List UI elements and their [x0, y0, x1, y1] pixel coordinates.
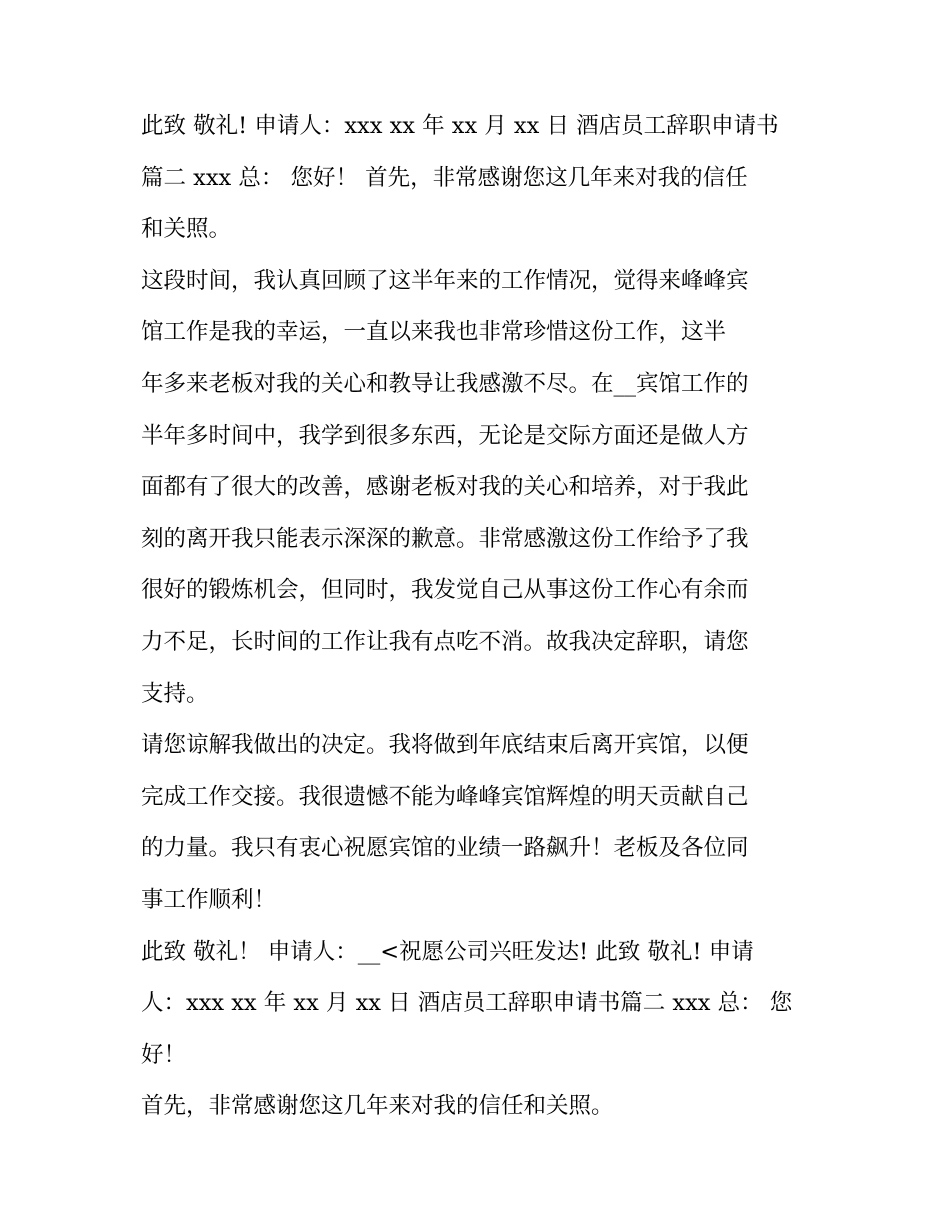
paragraph-2 — [141, 256, 811, 720]
text-line: 和关照。 — [141, 216, 232, 243]
text-line: 完成工作交接。我很遗憾不能为峰峰宾馆辉煌的明天贡献自己 — [141, 783, 749, 810]
text-line: 的力量。我只有衷心祝愿宾馆的业绩一路飙升！老板及各位同 — [141, 835, 749, 862]
text-line: 馆工作是我的幸运，一直以来我也非常珍惜这份工作，这半 — [141, 319, 727, 346]
text-line: 此致 敬礼！ 申请人：__<祝愿公司兴旺发达! 此致 敬礼! 申请 — [141, 938, 754, 965]
text-line: 篇二 xxx 总： 您好！ 首先，非常感谢您这几年来对我的信任 — [141, 164, 748, 191]
text-line: 此致 敬礼! 申请人：xxx xx 年 xx 月 xx 日 酒店员工辞职申请书 — [141, 113, 779, 139]
text-line: 很好的锻炼机会，但同时，我发觉自己从事这份工作心有余而 — [141, 577, 749, 604]
text-line: 这段时间，我认真回顾了这半年来的工作情况，觉得来峰峰宾 — [141, 267, 749, 294]
text-line: 人：xxx xx 年 xx 月 xx 日 酒店员工辞职申请书篇二 xxx 总： 您 — [141, 990, 793, 1017]
text-line: 支持。 — [141, 680, 209, 707]
text-line: 力不足，长时间的工作让我有点吃不消。故我决定辞职，请您 — [141, 628, 749, 655]
text-line: 请您谅解我做出的决定。我将做到年底结束后离开宾馆，以便 — [141, 732, 749, 759]
text-line: 半年多时间中，我学到很多东西，无论是交际方面还是做人方 — [141, 422, 749, 449]
document-body — [141, 101, 811, 1133]
paragraph-1 — [141, 101, 811, 256]
text-line: 年多来老板对我的关心和教导让我感激不尽。在__宾馆工作的 — [141, 370, 749, 397]
text-line: 事工作顺利！ — [141, 886, 277, 913]
text-line: 面都有了很大的改善，感谢老板对我的关心和培养，对于我此 — [141, 474, 749, 501]
text-line: 首先，非常感谢您这几年来对我的信任和关照。 — [141, 1093, 614, 1120]
text-line: 刻的离开我只能表示深深的歉意。非常感激这份工作给予了我 — [141, 525, 749, 552]
paragraph-4 — [141, 927, 811, 1082]
paragraph-3 — [141, 720, 811, 926]
paragraph-5 — [141, 1081, 811, 1133]
text-line: 好！ — [141, 1041, 187, 1068]
